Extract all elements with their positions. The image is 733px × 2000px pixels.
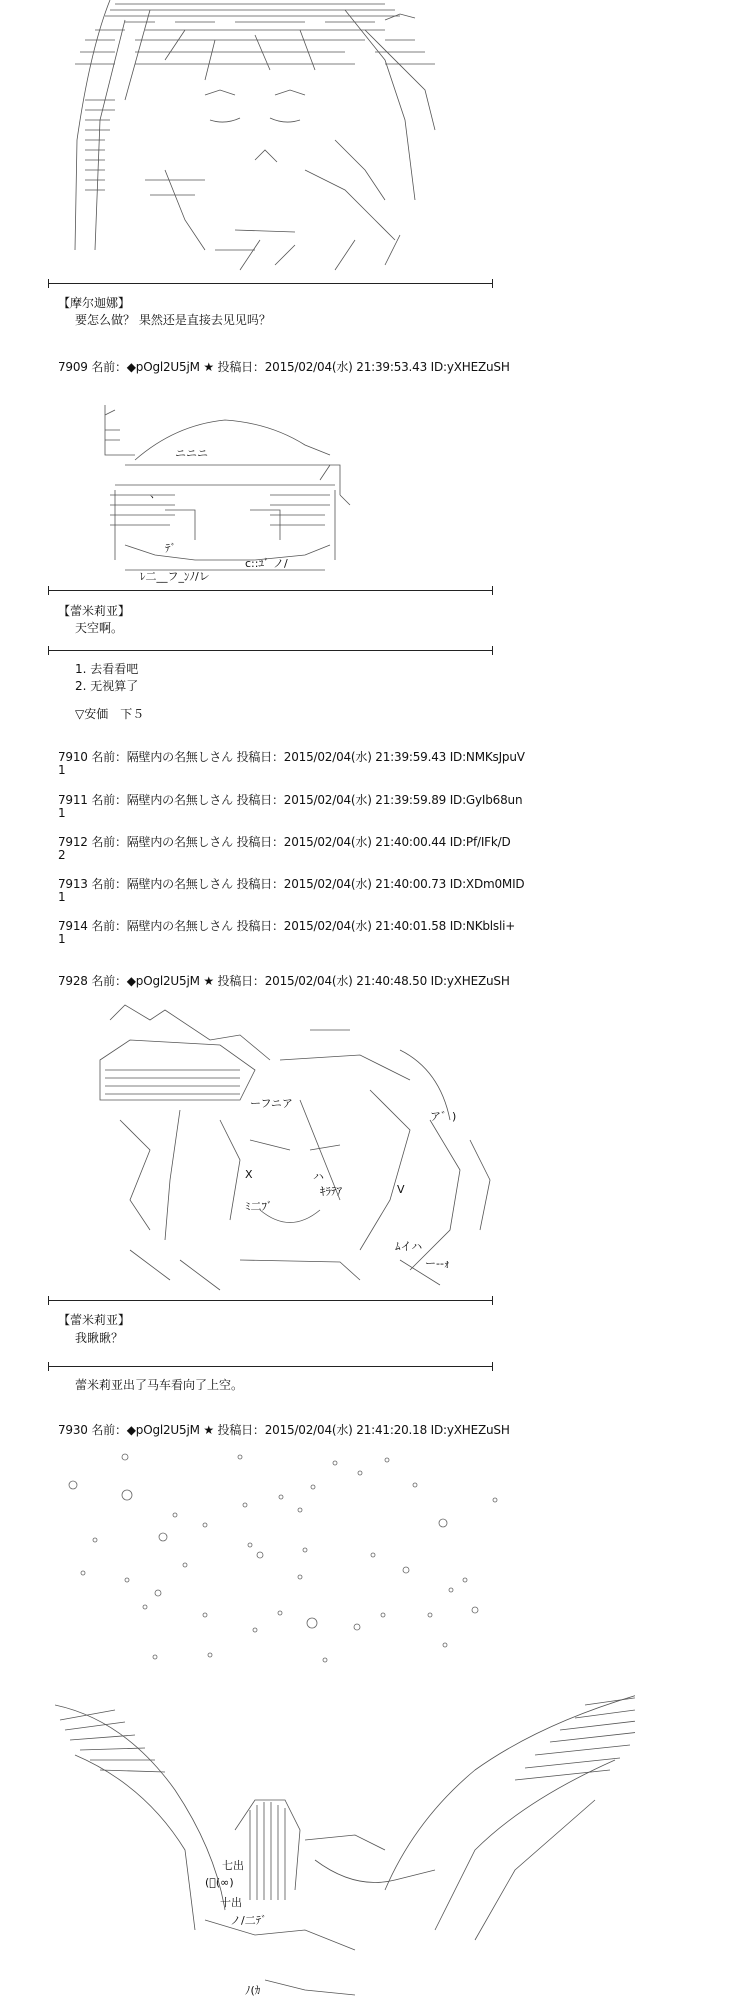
separator-rule (48, 1300, 493, 1301)
separator-rule (48, 283, 493, 284)
reply-body: 2 (58, 848, 66, 862)
art-text: ﾉ(ｶ (245, 1984, 261, 1997)
separator-rule (48, 650, 493, 651)
ascii-art-morgana (55, 0, 455, 280)
art-text: ハ (313, 1170, 324, 1183)
speaker-label: 【摩尔迦娜】 (58, 296, 131, 310)
dialogue-line: 我瞅瞅？ (75, 1331, 124, 1345)
option-item: 1. 去看看吧 (75, 662, 139, 676)
reply-body: 1 (58, 932, 66, 946)
art-text: V (397, 1183, 405, 1196)
art-text: ー--ｫ (425, 1257, 450, 1270)
reply-header: 7911 名前：隔壁内の名無しさん 投稿日：2015/02/04(水) 21:39:59.89 ID:GyIb68un (58, 793, 523, 807)
reply-body: 1 (58, 806, 66, 820)
reply-body: 1 (58, 890, 66, 904)
reply-header: 7913 名前：隔壁内の名無しさん 投稿日：2015/02/04(水) 21:40:00.73 ID:XDm0MID (58, 877, 525, 891)
art-text: ﾐ二ﾌﾞ (245, 1200, 273, 1213)
art-text: X (245, 1168, 253, 1181)
speaker-label: 【蕾米莉亚】 (58, 604, 131, 618)
art-text: ﾚ二__フ_ﾝﾉ/レ (140, 570, 210, 583)
art-text: ア゛) (430, 1110, 457, 1123)
art-text: (ﾞ(∞) (205, 1876, 234, 1889)
art-text: 十出 (220, 1896, 242, 1909)
option-item: 2. 无视算了 (75, 679, 139, 693)
reply-header: 7912 名前：隔壁内の名無しさん 投稿日：2015/02/04(水) 21:40:00.44 ID:Pf/IFk/D (58, 835, 511, 849)
art-text: ﾃﾞ (165, 542, 176, 555)
post-header: 7930 名前：◆pOgl2U5jM ★ 投稿日：2015/02/04(水) 21:41:20.18 ID:yXHEZuSH (58, 1423, 510, 1437)
speaker-label: 【蕾米莉亚】 (58, 1313, 131, 1327)
narration-line: 蕾米莉亚出了马车看向了上空。 (75, 1378, 244, 1392)
ascii-art-remilia-face (95, 395, 355, 585)
reply-header: 7910 名前：隔壁内の名無しさん 投稿日：2015/02/04(水) 21:39:59.43 ID:NMKsJpuV (58, 750, 525, 764)
art-text: ニニニ (175, 447, 208, 460)
art-text: ﾑイハ (395, 1240, 423, 1253)
art-text: ｷﾗﾃｱ (320, 1185, 342, 1198)
dialogue-line: 天空啊。 (75, 621, 124, 635)
separator-rule (48, 590, 493, 591)
vote-instruction: ▽安価 下５ (75, 707, 145, 721)
ascii-art-night-sky (55, 1445, 535, 1670)
art-text: 七出 (222, 1859, 244, 1872)
art-text: ーフニア (250, 1097, 293, 1110)
art-text: ノ/二ﾃﾞ (230, 1914, 267, 1927)
post-header: 7928 名前：◆pOgl2U5jM ★ 投稿日：2015/02/04(水) 21:40:48.50 ID:yXHEZuSH (58, 974, 510, 988)
dialogue-line: 要怎么做？ 果然还是直接去见见吗？ (75, 313, 271, 327)
art-text: 、 (150, 487, 161, 500)
reply-header: 7914 名前：隔壁内の名無しさん 投稿日：2015/02/04(水) 21:40:01.58 ID:NKblsli+ (58, 919, 516, 933)
post-header: 7909 名前：◆pOgl2U5jM ★ 投稿日：2015/02/04(水) 21:39:53.43 ID:yXHEZuSH (58, 360, 510, 374)
ascii-art-bat-wings (55, 1690, 635, 2000)
art-text: c::ﾕﾞ ノ/ (245, 557, 288, 570)
separator-rule (48, 1366, 493, 1367)
reply-body: 1 (58, 763, 66, 777)
